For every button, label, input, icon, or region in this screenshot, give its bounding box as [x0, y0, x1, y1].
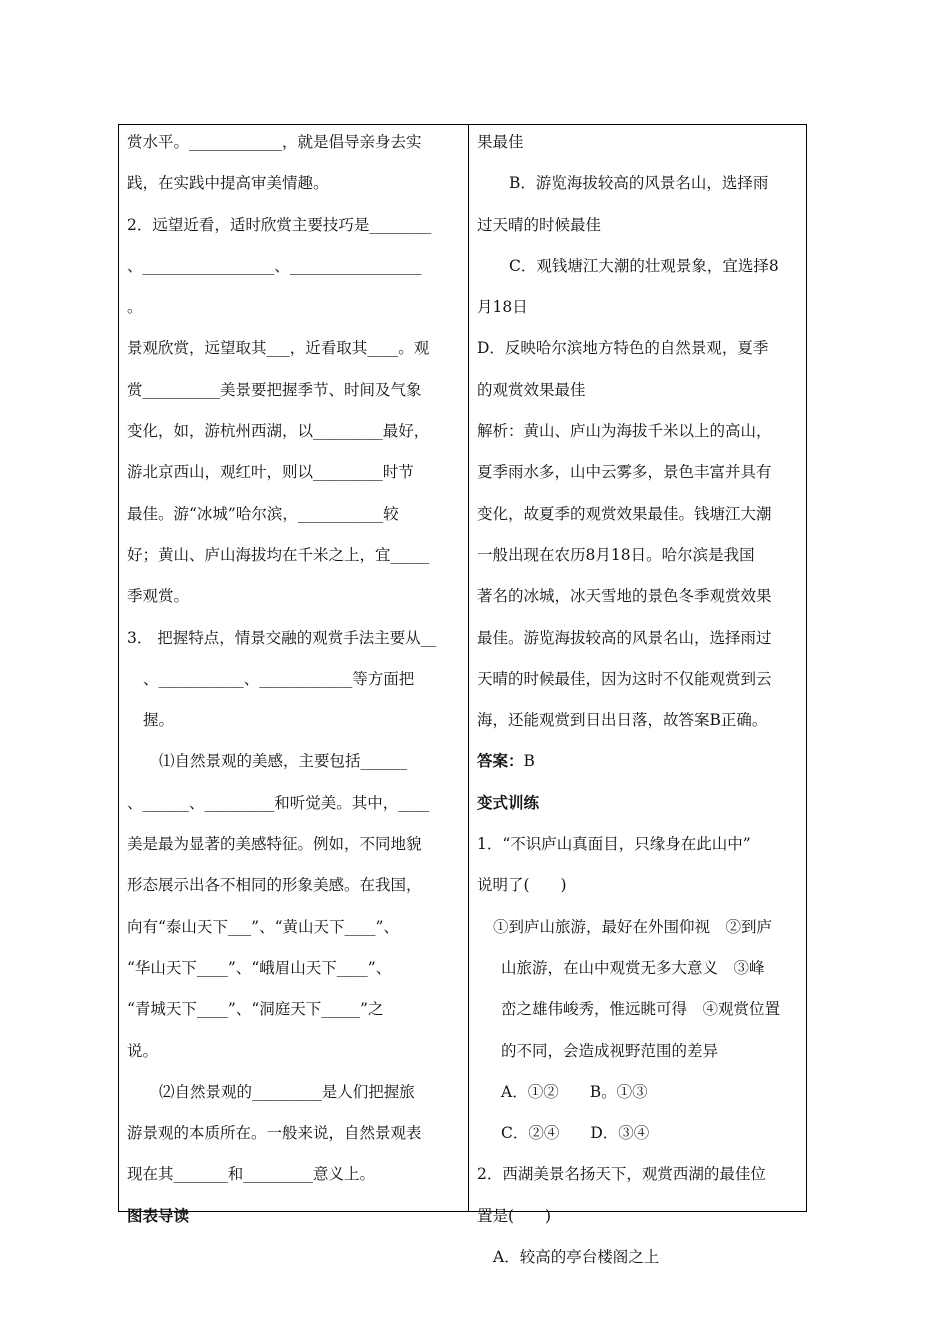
left-text-line: 现在其_______和_________意义上。	[127, 1165, 376, 1184]
answer-label: 答案：	[477, 752, 524, 771]
worksheet-table	[118, 124, 807, 1267]
right-text-line: 变化，故夏季的观赏效果最佳。钱塘江大潮	[477, 504, 772, 523]
right-text-line: 1．“不识庐山真面目，只缘身在此山中”	[477, 835, 751, 854]
left-column	[119, 125, 468, 1244]
left-text-line: “青城天下____”、“洞庭天下_____”之	[127, 1000, 384, 1019]
right-text-line: 2．西湖美景名扬天下，观赏西湖的最佳位	[477, 1165, 766, 1184]
right-text-line: ①到庐山旅游，最好在外围仰视 ②到庐	[493, 917, 773, 936]
left-text-line: ⑵自然景观的_________是人们把握旅	[159, 1082, 415, 1101]
left-text-line: 游景观的本质所在。一般来说，自然景观表	[127, 1124, 422, 1143]
left-text-line: 图表导读	[127, 1206, 190, 1225]
right-text-line	[477, 748, 799, 789]
left-text-line: 、_________________、_________________	[127, 256, 422, 275]
left-text-line: 握。	[143, 711, 175, 730]
left-text-line: 游北京西山，观红叶，则以_________时节	[127, 463, 414, 482]
left-text-line: 变化，如，游杭州西湖，以_________最好，	[127, 422, 430, 441]
right-text-line: 的观赏效果最佳	[477, 380, 586, 399]
answer-value: B	[523, 752, 535, 771]
left-text-line: 好；黄山、庐山海拔均在千米之上，宜_____	[127, 545, 430, 564]
left-text-line: 赏水平。____________，就是倡导亲身去实	[127, 133, 422, 151]
left-text-line: 美是最为显著的美感特征。例如，不同地貌	[127, 835, 422, 854]
left-text-line: 最佳。游“冰城”哈尔滨，___________较	[127, 504, 399, 523]
right-text-line: 最佳。游览海拔较高的风景名山，选择雨过	[477, 628, 772, 647]
right-text-line: 山旅游，在山中观赏无多大意义 ③峰	[501, 958, 765, 977]
left-text-line: 赏__________美景要把握季节、时间及气象	[127, 380, 422, 399]
right-text-line: 的不同，会造成视野范围的差异	[501, 1041, 719, 1060]
right-text-line: 海，还能观赏到日出日落，故答案B正确。	[477, 711, 768, 730]
right-text-line: 果最佳	[477, 133, 524, 151]
right-text-line: A．①② B。①③	[501, 1082, 648, 1101]
right-text-line: 一般出现在农历8月18日。哈尔滨是我国	[477, 545, 755, 564]
left-text-line: 3． 把握特点，情景交融的观赏手法主要从__	[127, 628, 437, 647]
right-text-line: A．较高的亭台楼阁之上	[493, 1248, 660, 1267]
right-text-line: 夏季雨水多，山中云雾多，景色丰富并具有	[477, 463, 772, 482]
right-text-line: C．观钱塘江大潮的壮观景象，宜选择8	[509, 256, 779, 275]
left-text-line: 景观欣赏，远望取其___，近看取其____。观	[127, 339, 430, 358]
right-text-line: D．反映哈尔滨地方特色的自然景观，夏季	[477, 339, 769, 358]
left-text-line: 季观赏。	[127, 587, 190, 606]
right-text-line: C．②④ D．③④	[501, 1124, 650, 1143]
right-text-line: B．游览海拔较高的风景名山，选择雨	[509, 174, 769, 193]
left-text-line: 形态展示出各不相同的形象美感。在我国，	[127, 876, 422, 895]
right-text-line: 解析：黄山、庐山为海拔千米以上的高山，	[477, 422, 772, 441]
right-text-line: 置是( )	[477, 1206, 552, 1225]
left-text-line: ⑴自然景观的美感，主要包括______	[159, 752, 408, 771]
right-column	[469, 125, 807, 1285]
left-text-line: “华山天下____”、“峨眉山天下____”、	[127, 958, 392, 977]
right-text-line: 月18日	[477, 298, 528, 317]
left-text-line: 践，在实践中提高审美情趣。	[127, 174, 329, 193]
right-text-line: 过天晴的时候最佳	[477, 215, 602, 234]
left-text-line: 2．远望近看，适时欣赏主要技巧是________	[127, 215, 432, 234]
right-text-line: 说明了( )	[477, 876, 567, 895]
right-text-line: 峦之雄伟峻秀，惟远眺可得 ④观赏位置	[501, 1000, 781, 1019]
left-text-line: 向有“泰山天下___”、“黄山天下____”、	[127, 917, 399, 936]
right-text-line: 变式训练	[477, 793, 540, 812]
left-text-line: 、___________、____________等方面把	[143, 669, 415, 688]
right-text-line: 著名的冰城，冰天雪地的景色冬季观赏效果	[477, 587, 772, 606]
left-text-line: 说。	[127, 1041, 159, 1060]
left-text-line: 、______、_________和听觉美。其中，____	[127, 793, 430, 812]
left-text-line: 。	[127, 298, 143, 317]
right-text-line: 天晴的时候最佳，因为这时不仅能观赏到云	[477, 669, 772, 688]
